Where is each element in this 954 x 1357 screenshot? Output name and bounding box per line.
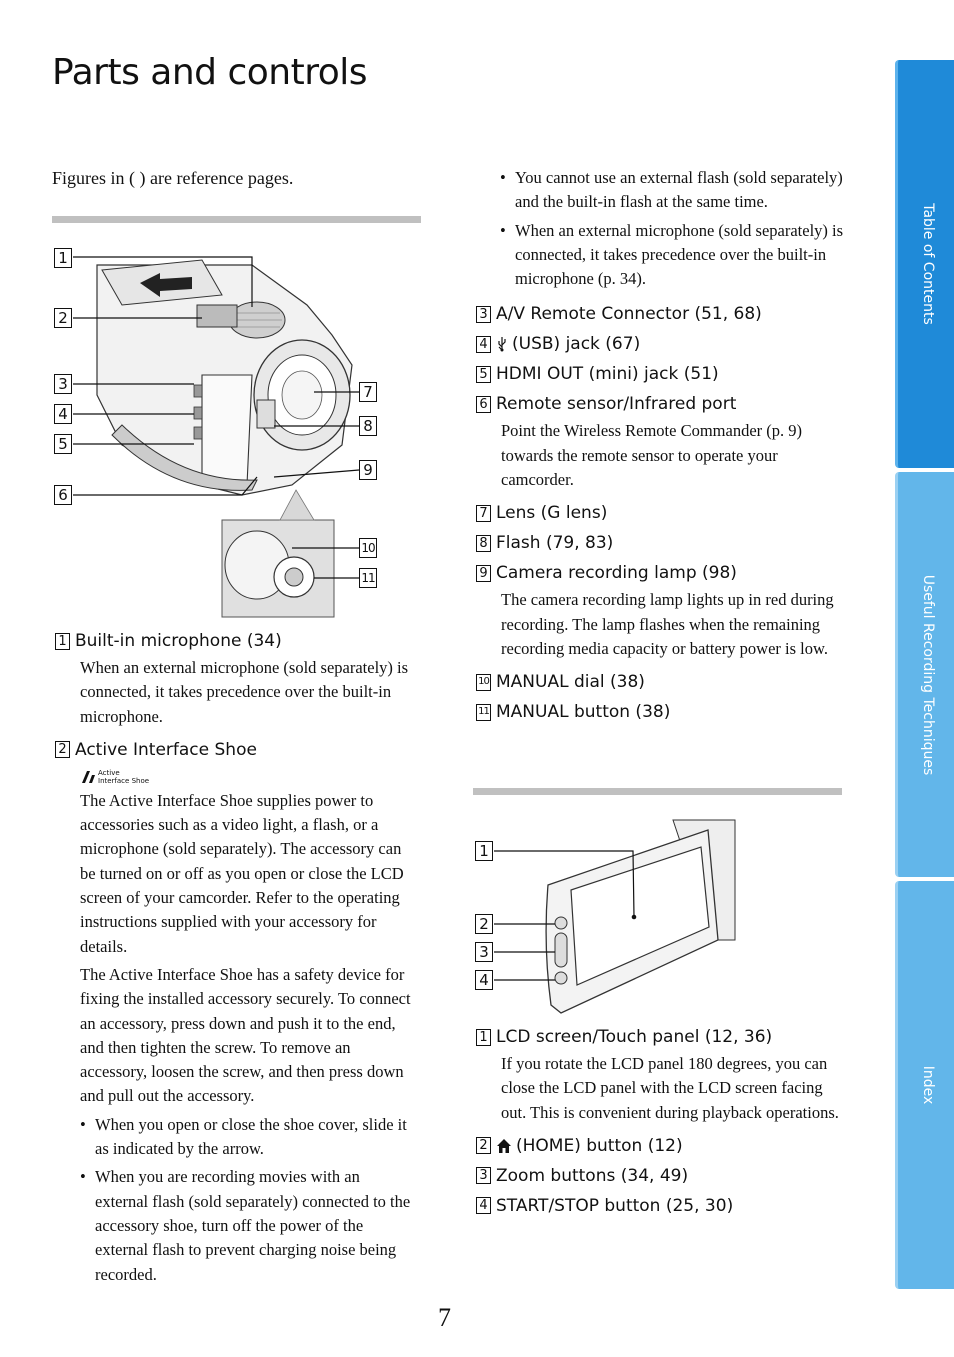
callout-4: 4 [54,404,72,424]
tab-label: Table of Contents [919,203,936,325]
lcd-illustration [473,815,743,1015]
logo-line-2: Interface Shoe [98,776,150,785]
item-active-interface-shoe [55,735,415,765]
tab-label: Useful Recording Techniques [919,574,936,775]
item-description: Point the Wireless Remote Commander (p. 9) towards the remote sensor to operate your camcorder. [501,421,803,490]
callout-9: 9 [359,460,377,480]
callout-10: 10 [359,538,377,558]
page-title: Parts and controls [52,52,367,93]
item-label: MANUAL button (38) [496,702,671,723]
item-lens [476,498,844,528]
callout-7: 7 [359,382,377,402]
item-label: HDMI OUT (mini) jack (51) [496,364,719,385]
lcd-callout-2: 2 [475,914,493,934]
item-manual-button [476,697,844,727]
page-number: 7 [438,1303,451,1332]
tab-index[interactable] [895,881,954,1289]
item-label: Camera recording lamp (98) [496,563,737,584]
item-label: A/V Remote Connector (51, 68) [496,304,762,325]
tab-useful-recording-techniques[interactable] [895,472,954,877]
section-divider [52,216,421,223]
callout-3: 3 [54,374,72,394]
item-home-button [476,1131,844,1161]
active-interface-shoe-logo [80,765,415,789]
item-number: 6 [476,396,491,413]
item-label: Remote sensor/Infrared port [496,394,737,415]
item-label: Flash (79, 83) [496,533,614,554]
item-label: MANUAL dial (38) [496,672,645,693]
item-number: 3 [476,1167,491,1184]
item-usb-jack [476,329,844,359]
home-icon [496,1138,512,1154]
item-remote-sensor [476,389,844,419]
item-builtin-microphone [55,626,415,656]
item-number: 8 [476,535,491,552]
item-number: 5 [476,366,491,383]
item-zoom-buttons [476,1161,844,1191]
shoe-bullet-2: • When you are recording movies with an external flash (sold separately) connected to the accessory shoe, turn off the power of the external flash to prevent charging noise being recorded. [80,1165,415,1286]
tab-table-of-contents[interactable] [895,60,954,468]
item-number: 2 [55,741,70,758]
item-number: 7 [476,505,491,522]
shoe-paragraph-2: The Active Interface Shoe has a safety device for fixing the installed accessory securely. To connect an accessory, press down and push it to the end, and then tighten the screw. To remove an accessory, loosen the screw, and then press down and pull out the accessory. [80,964,411,1106]
item-number: 3 [476,306,491,323]
callout-11: 11 [359,568,377,588]
usb-icon [496,336,508,352]
item-number: 11 [476,704,491,721]
logo-line-1: Active [98,768,120,777]
lcd-callout-4: 4 [475,970,493,990]
item-lcd-screen [476,1022,844,1052]
item-number: 1 [476,1029,491,1046]
item-label: Lens (G lens) [496,503,608,524]
right-column-lower [476,1022,844,1221]
item-number: 2 [476,1137,491,1154]
callout-2: 2 [54,308,72,328]
item-label: Zoom buttons (34, 49) [496,1165,689,1186]
left-column [55,626,415,1291]
lcd-callout-1: 1 [475,841,493,861]
item-number: 10 [476,674,491,691]
callout-6: 6 [54,485,72,505]
item-label: Built-in microphone (34) [75,631,282,651]
callout-1: 1 [54,248,72,268]
item-hdmi-out [476,359,844,389]
item-flash [476,528,844,558]
item-number: 1 [55,633,70,650]
microphone-note-bullet: • When an external microphone (sold separately) is connected, it takes precedence over the built-in microphone (p. 34). [500,219,844,292]
item-number: 4 [476,1197,491,1214]
intro-text: Figures in ( ) are reference pages. [52,168,294,188]
shoe-logo-icon [80,769,96,785]
item-av-remote-connector [476,299,844,329]
flash-note-bullet: • You cannot use an external flash (sold separately) and the built-in flash at the same time. [500,166,844,215]
item-description: If you rotate the LCD panel 180 degrees, you can close the LCD panel with the LCD screen facing out. This is convenient during playback operations. [501,1054,839,1122]
callout-8: 8 [359,416,377,436]
item-description: When an external microphone (sold separately) is connected, it takes precedence over the built-in microphone. [80,658,409,726]
item-label: (HOME) button (12) [516,1135,683,1156]
right-column [476,166,844,727]
item-label: LCD screen/Touch panel (12, 36) [496,1027,773,1047]
shoe-bullet-1: • When you open or close the shoe cover, slide it as indicated by the arrow. [80,1113,415,1162]
camcorder-figure [52,245,382,620]
item-start-stop-button [476,1191,844,1221]
callout-5: 5 [54,434,72,454]
item-label: START/STOP button (25, 30) [496,1195,734,1216]
lcd-figure [473,815,743,1015]
item-label: Active Interface Shoe [75,739,257,760]
shoe-paragraph-1: The Active Interface Shoe supplies power to accessories such as a video light, a flash, or a microphone (sold separately). The accessory can be turned on or off as you open or close the LCD screen of your camcorder. Refer to the operating instructions supplied with your accessory for details. [80,790,404,956]
item-recording-lamp [476,558,844,588]
item-description: The camera recording lamp lights up in red during recording. The lamp flashes when the remaining recording media capacity or battery power is low. [501,590,834,658]
item-number: 4 [476,336,491,353]
camcorder-illustration [52,245,382,620]
item-number: 9 [476,565,491,582]
item-label: (USB) jack (67) [512,334,641,355]
tab-label: Index [919,1065,936,1105]
lcd-callout-3: 3 [475,942,493,962]
item-manual-dial [476,667,844,697]
section-divider [473,788,842,795]
sidebar-nav [895,60,954,1290]
